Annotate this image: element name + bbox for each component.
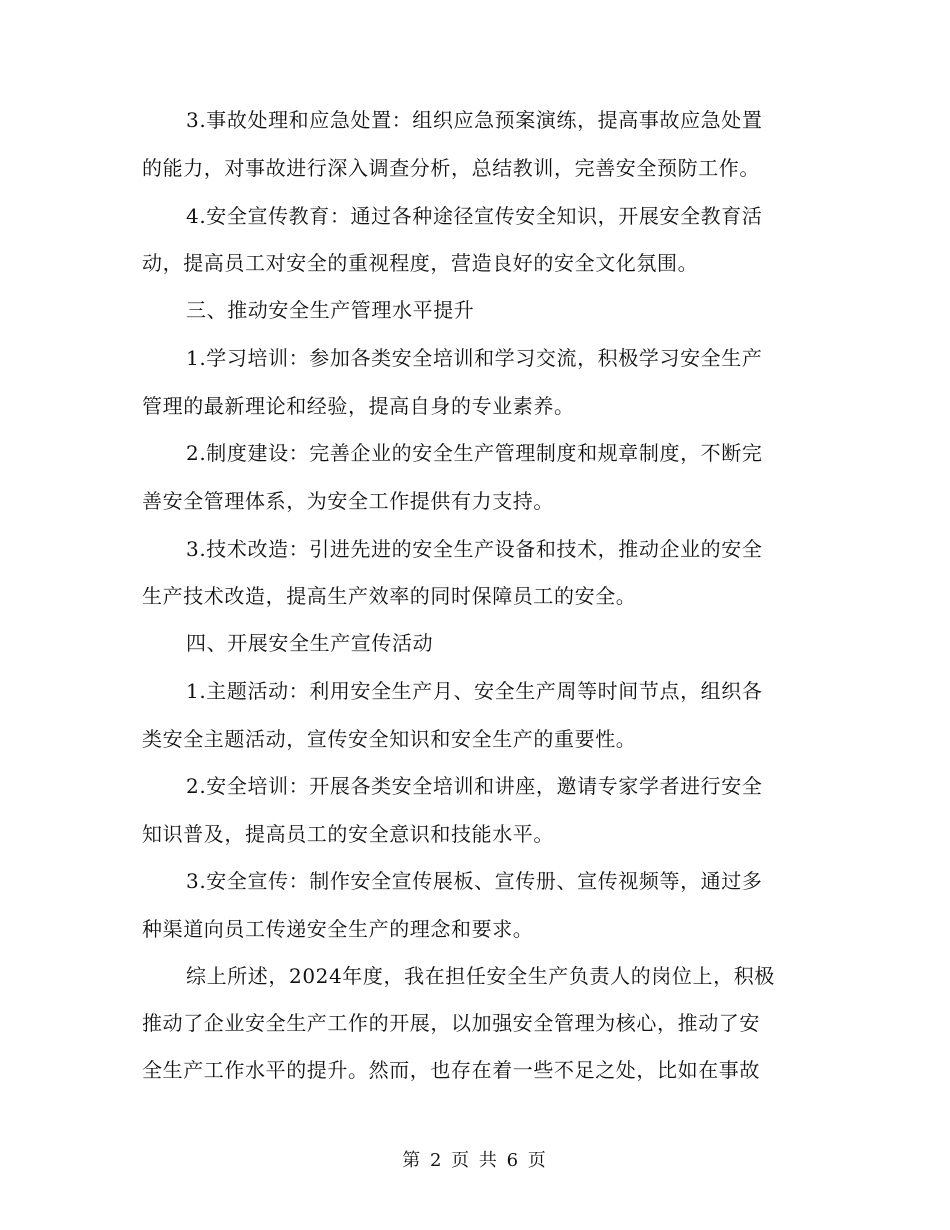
section-heading: 三、推动安全生产管理水平提升	[186, 298, 475, 322]
text-line: 4.安全宣传教育：通过各种途径宣传安全知识，开展安全教育活	[186, 204, 763, 228]
text-line: 推动了企业安全生产工作的开展，以加强安全管理为核心，推动了安	[142, 1011, 760, 1035]
text-line: 综上所述，2024年度，我在担任安全生产负责人的岗位上，积极	[186, 964, 775, 988]
text-line: 全生产工作水平的提升。然而，也存在着一些不足之处，比如在事故	[142, 1058, 760, 1082]
text-line: 1.主题活动：利用安全生产月、安全生产周等时间节点，组织各	[186, 679, 763, 703]
text-line: 3.事故处理和应急处置：组织应急预案演练，提高事故应急处置	[186, 108, 763, 132]
text-line: 2.制度建设：完善企业的安全生产管理制度和规章制度，不断完	[186, 441, 763, 465]
page-number-footer: 第 2 页 共 6 页	[402, 1150, 548, 1171]
text-line: 2.安全培训：开展各类安全培训和讲座，邀请专家学者进行安全	[186, 774, 763, 798]
text-line: 类安全主题活动，宣传安全知识和安全生产的重要性。	[142, 727, 637, 751]
text-line: 的能力，对事故进行深入调查分析，总结教训，完善安全预防工作。	[142, 156, 760, 180]
text-line: 管理的最新理论和经验，提高自身的专业素养。	[142, 394, 575, 418]
text-line: 知识普及，提高员工的安全意识和技能水平。	[142, 822, 554, 846]
section-heading: 四、开展安全生产宣传活动	[186, 631, 434, 655]
text-line: 生产技术改造，提高生产效率的同时保障员工的安全。	[142, 584, 637, 608]
text-line: 3.安全宣传：制作安全宣传展板、宣传册、宣传视频等，通过多	[186, 869, 763, 893]
text-line: 1.学习培训：参加各类安全培训和学习交流，积极学习安全生产	[186, 346, 763, 370]
text-line: 3.技术改造：引进先进的安全生产设备和技术，推动企业的安全	[186, 537, 763, 561]
text-line: 动，提高员工对安全的重视程度，营造良好的安全文化氛围。	[142, 251, 699, 275]
text-line: 善安全管理体系，为安全工作提供有力支持。	[142, 489, 554, 513]
text-line: 种渠道向员工传递安全生产的理念和要求。	[142, 917, 534, 941]
